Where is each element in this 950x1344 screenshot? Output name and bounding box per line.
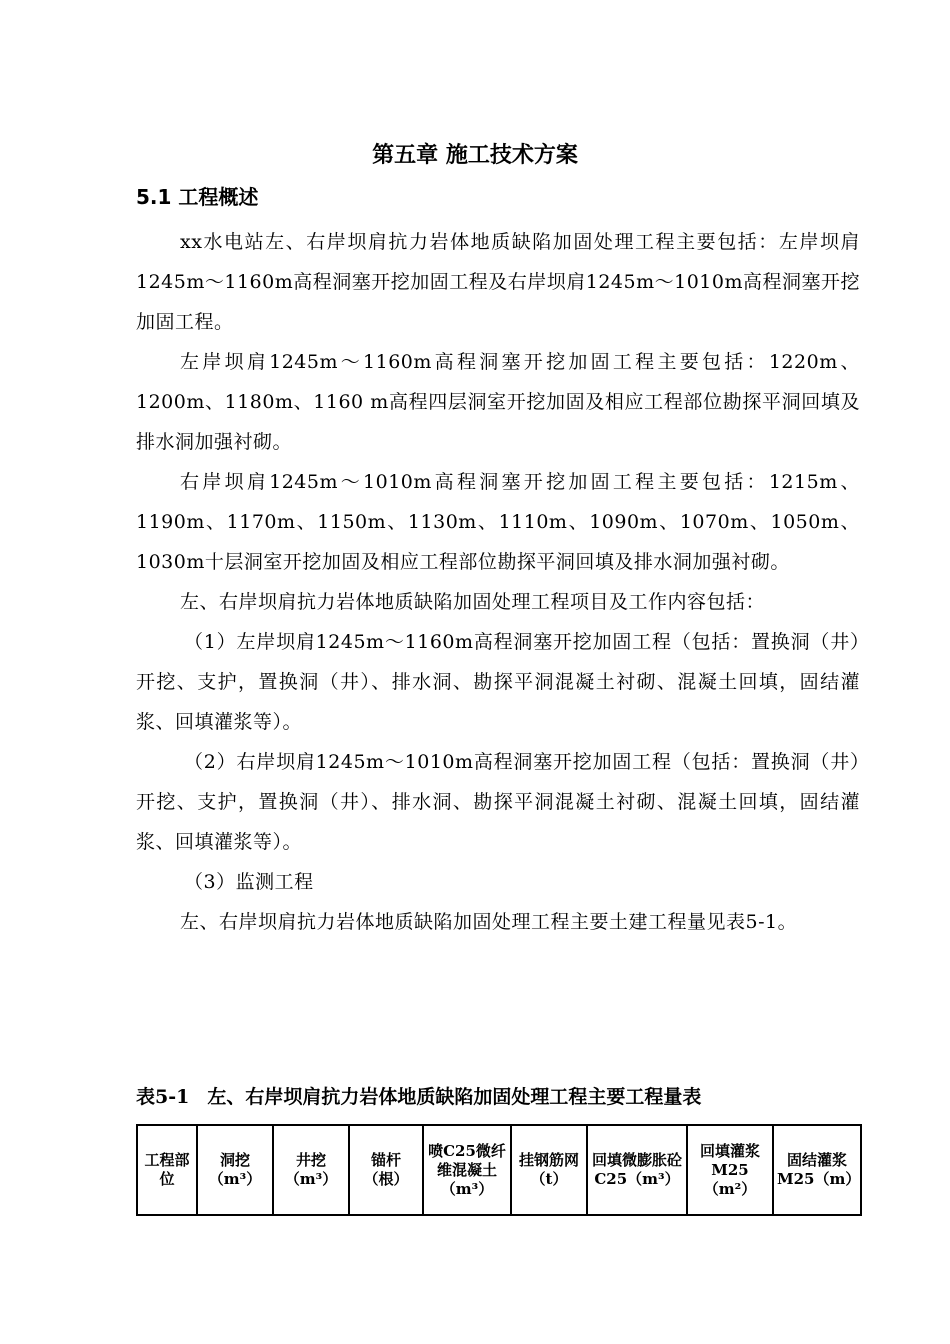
section-title: 5.1 工程概述: [136, 185, 259, 209]
list-item-3: （3）监测工程: [184, 871, 314, 893]
list-item-2: （2）右岸坝肩1245m～1010m高程洞塞开挖加固工程（包括：置换洞（井）开挖、支护，置换洞（井）、排水洞、勘探平洞混凝土衬砌、混凝土回填，固结灌浆、回填灌浆等）。: [136, 751, 860, 853]
header-cell: 井挖（m³）: [273, 1125, 349, 1215]
paragraph-table-reference: 左、右岸坝肩抗力岩体地质缺陷加固处理工程主要土建工程量见表5-1。: [180, 911, 798, 933]
header-cell: 固结灌浆M25（m）: [773, 1125, 861, 1215]
quantities-table: [136, 1124, 862, 1216]
header-cell: 锚杆（根）: [349, 1125, 423, 1215]
header-cell: 回填微膨胀砼C25（m³）: [587, 1125, 687, 1215]
table-caption: [136, 1082, 860, 1109]
paragraph-right-bank: 右岸坝肩1245m～1010m高程洞塞开挖加固工程主要包括：1215m、1190m、1170m、1150m、1130m、1110m、1090m、1070m、1050m、1030m十层洞室开挖加固及相应工程部位勘探平洞回填及排水洞加强衬砌。: [136, 471, 860, 573]
header-cell: 喷C25微纤维混凝土（m³）: [423, 1125, 511, 1215]
header-cell: 洞挖（m³）: [197, 1125, 273, 1215]
list-item-1: （1）左岸坝肩1245m～1160m高程洞塞开挖加固工程（包括：置换洞（井）开挖、支护，置换洞（井）、排水洞、勘探平洞混凝土衬砌、混凝土回填，固结灌浆、回填灌浆等）。: [136, 631, 860, 733]
header-cell: 工程部位: [137, 1125, 197, 1215]
paragraph-scope-intro: 左、右岸坝肩抗力岩体地质缺陷加固处理工程项目及工作内容包括：: [180, 591, 766, 613]
body-text: [136, 222, 860, 942]
header-cell: 挂钢筋网（t）: [511, 1125, 587, 1215]
header-cell: 回填灌浆M25（m²）: [687, 1125, 773, 1215]
paragraph-left-bank: 左岸坝肩1245m～1160m高程洞塞开挖加固工程主要包括：1220m、1200m、1180m、1160 m高程四层洞室开挖加固及相应工程部位勘探平洞回填及排水洞加强衬砌。: [136, 351, 860, 453]
table-header-row: [137, 1125, 861, 1215]
table-title: 左、右岸坝肩抗力岩体地质缺陷加固处理工程主要工程量表: [207, 1086, 702, 1108]
table-number: 表5-1: [136, 1086, 190, 1108]
paragraph-overview: xx水电站左、右岸坝肩抗力岩体地质缺陷加固处理工程主要包括：左岸坝肩1245m～1160m高程洞塞开挖加固工程及右岸坝肩1245m～1010m高程洞塞开挖加固工程。: [136, 231, 860, 333]
chapter-title: 第五章 施工技术方案: [372, 143, 578, 168]
